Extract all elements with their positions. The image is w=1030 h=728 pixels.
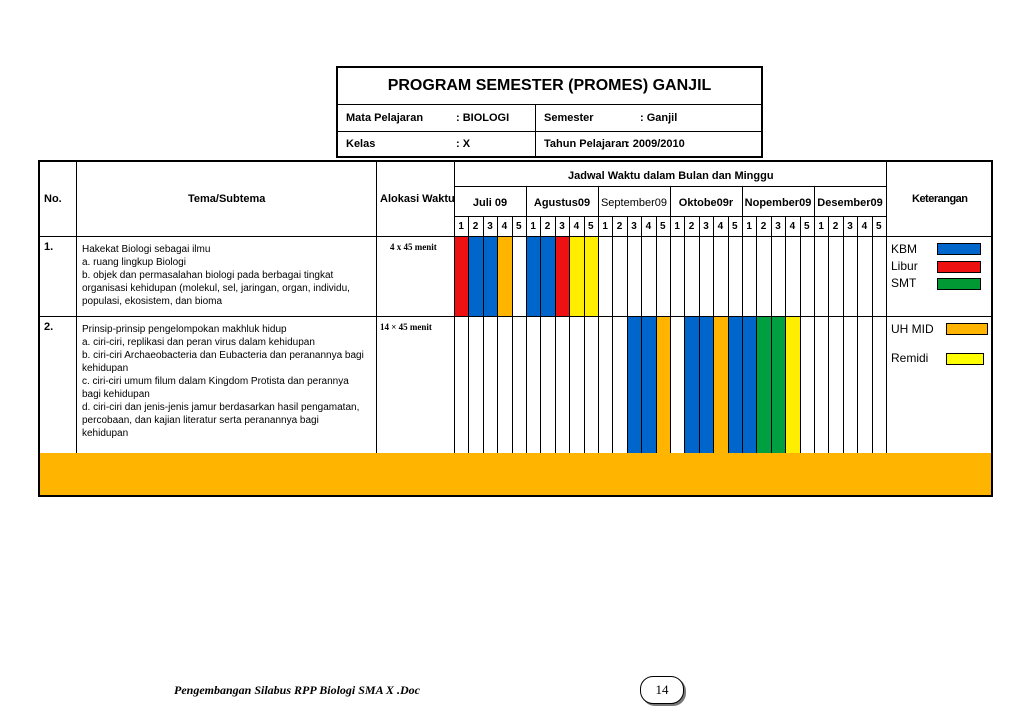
grid-line — [40, 236, 991, 237]
week-number: 1 — [458, 221, 464, 232]
month-label: Juli 09 — [472, 197, 508, 209]
grid-line — [40, 316, 991, 317]
week-number: 4 — [789, 221, 796, 232]
row-2-number: 2. — [44, 321, 54, 333]
schedule-cell-blue — [527, 237, 540, 316]
week-number: 5 — [588, 221, 594, 232]
schedule-cell-yellow — [570, 237, 583, 316]
legend-remidi-swatch — [946, 353, 984, 365]
row-2-alokasi: 14 × 45 menit — [380, 322, 432, 332]
grid-line — [828, 216, 829, 453]
schedule-cell-blue — [685, 317, 698, 453]
schedule-cell-yellow — [786, 317, 799, 453]
legend-smt-swatch — [937, 278, 981, 290]
row-1-item: populasi, ekosistem, dan bioma — [82, 296, 223, 307]
row-1-item: a. ruang lingkup Biologi — [82, 257, 186, 268]
week-number: 1 — [530, 221, 536, 232]
schedule-cell-red — [556, 237, 569, 316]
week-number: 5 — [660, 221, 666, 232]
grid-line — [800, 216, 801, 453]
week-number: 4 — [645, 221, 652, 232]
row-2-item: bagi kehidupan — [82, 389, 150, 400]
legend-libur-label: Libur — [891, 259, 918, 273]
footer-filename: Pengembangan Silabus RPP Biologi SMA X .Doc — [174, 683, 420, 697]
page-number: 14 — [640, 676, 684, 704]
week-number: 5 — [804, 221, 810, 232]
legend-smt-label: SMT — [891, 276, 917, 290]
mapel-value: : BIOLOGI — [456, 112, 510, 124]
row-2-item: percobaan, dan kajian literatur serta peranannya bagi — [82, 415, 319, 426]
schedule-cell-yellow — [585, 237, 598, 316]
week-number: 4 — [717, 221, 724, 232]
week-number: 3 — [703, 221, 709, 232]
legend-uhmid-swatch — [946, 323, 988, 335]
grid-line — [76, 162, 77, 453]
week-number: 5 — [732, 221, 738, 232]
col-jadwal-header: Jadwal Waktu dalam Bulan dan Minggu — [568, 170, 774, 182]
week-number: 3 — [847, 221, 853, 232]
header-divider — [535, 105, 536, 158]
row-1-item: b. objek dan permasalahan biologi pada berbagai tingkat — [82, 270, 334, 281]
row-2-item: b. ciri-ciri Archaeobacteria dan Eubacteria dan peranannya bagi — [82, 350, 364, 361]
schedule-cell-blue — [743, 317, 756, 453]
semester-label: Semester — [544, 112, 594, 124]
schedule-cell-blue — [484, 237, 497, 316]
grid-line — [857, 216, 858, 453]
promes-table — [38, 160, 993, 497]
col-tema-header: Tema/Subtema — [188, 193, 266, 205]
grid-line — [612, 216, 613, 453]
row-2-item: kehidupan — [82, 428, 129, 439]
week-number: 1 — [818, 221, 824, 232]
legend-kbm-label: KBM — [891, 242, 918, 256]
row-1-title: Hakekat Biologi sebagai ilmu — [82, 244, 211, 255]
week-number: 3 — [775, 221, 781, 232]
schedule-cell-blue — [729, 317, 742, 453]
row-2-title: Prinsip-prinsip pengelompokan makhluk hidup — [82, 324, 287, 335]
month-label: Nopember09 — [744, 197, 812, 209]
row-1-item: organisasi kehidupan (molekul, sel, jaringan, organ, individu, — [82, 283, 350, 294]
grid-line — [872, 216, 873, 453]
schedule-cell-green — [757, 317, 770, 453]
schedule-cell-red — [455, 237, 468, 316]
tahun-label: Tahun Pelajaran — [544, 138, 629, 150]
mapel-label: Mata Pelajaran — [346, 112, 424, 124]
schedule-cell-blue — [541, 237, 554, 316]
week-number: 2 — [832, 221, 839, 232]
week-number: 3 — [631, 221, 637, 232]
week-number: 4 — [501, 221, 508, 232]
semester-value: : Ganjil — [640, 112, 678, 124]
grid-line — [512, 216, 513, 453]
schedule-cell-green — [772, 317, 785, 453]
row-1-alokasi: 4 x 45 menit — [390, 242, 437, 252]
week-number: 2 — [760, 221, 767, 232]
schedule-cell-blue — [642, 317, 655, 453]
week-number: 2 — [472, 221, 479, 232]
week-number: 5 — [876, 221, 882, 232]
week-number: 2 — [616, 221, 623, 232]
week-number: 1 — [746, 221, 752, 232]
schedule-cell-orange — [657, 317, 670, 453]
schedule-cell-blue — [469, 237, 482, 316]
week-number: 5 — [516, 221, 522, 232]
week-number: 1 — [602, 221, 608, 232]
grid-line — [843, 216, 844, 453]
header-box — [336, 66, 763, 158]
week-number: 1 — [674, 221, 680, 232]
schedule-cell-orange — [714, 317, 727, 453]
week-number: 2 — [688, 221, 695, 232]
col-alokasi-header: Alokasi Waktu — [380, 193, 455, 205]
week-number: 4 — [861, 221, 868, 232]
kelas-value: : X — [456, 138, 471, 150]
week-number: 4 — [573, 221, 580, 232]
grid-line — [376, 162, 377, 453]
schedule-cell-blue — [628, 317, 641, 453]
header-row-1 — [338, 105, 761, 132]
tahun-value: : 2009/2010 — [626, 138, 685, 150]
month-label: Oktobe09r — [678, 197, 734, 209]
week-number: 3 — [487, 221, 493, 232]
month-label: Agustus09 — [533, 197, 591, 209]
month-label: September09 — [600, 197, 668, 209]
row-1-number: 1. — [44, 241, 54, 253]
document-title: PROGRAM SEMESTER (PROMES) GANJIL — [338, 68, 761, 105]
schedule-cell-orange — [498, 237, 511, 316]
schedule-cell-blue — [700, 317, 713, 453]
week-number: 2 — [544, 221, 551, 232]
kelas-label: Kelas — [346, 138, 376, 150]
week-number: 3 — [559, 221, 565, 232]
row-2-item: a. ciri-ciri, replikasi dan peran virus dalam kehidupan — [82, 337, 315, 348]
row-2-item: c. ciri-ciri umum filum dalam Kingdom Protista dan perannya — [82, 376, 349, 387]
legend-uhmid-label: UH MID — [891, 322, 934, 336]
col-no-header: No. — [44, 193, 62, 205]
header-row-2 — [338, 131, 761, 157]
legend-libur-swatch — [937, 261, 981, 273]
grid-line — [886, 162, 887, 453]
legend-kbm-swatch — [937, 243, 981, 255]
legend-remidi-label: Remidi — [891, 351, 929, 365]
col-keterangan-header: Keterangan — [912, 193, 968, 205]
row-2-item: kehidupan — [82, 363, 129, 374]
month-label: Desember09 — [817, 197, 883, 209]
row-2-item: d. ciri-ciri dan jenis-jenis jamur berdasarkan hasil pengamatan, — [82, 402, 360, 413]
bottom-band — [40, 453, 991, 495]
